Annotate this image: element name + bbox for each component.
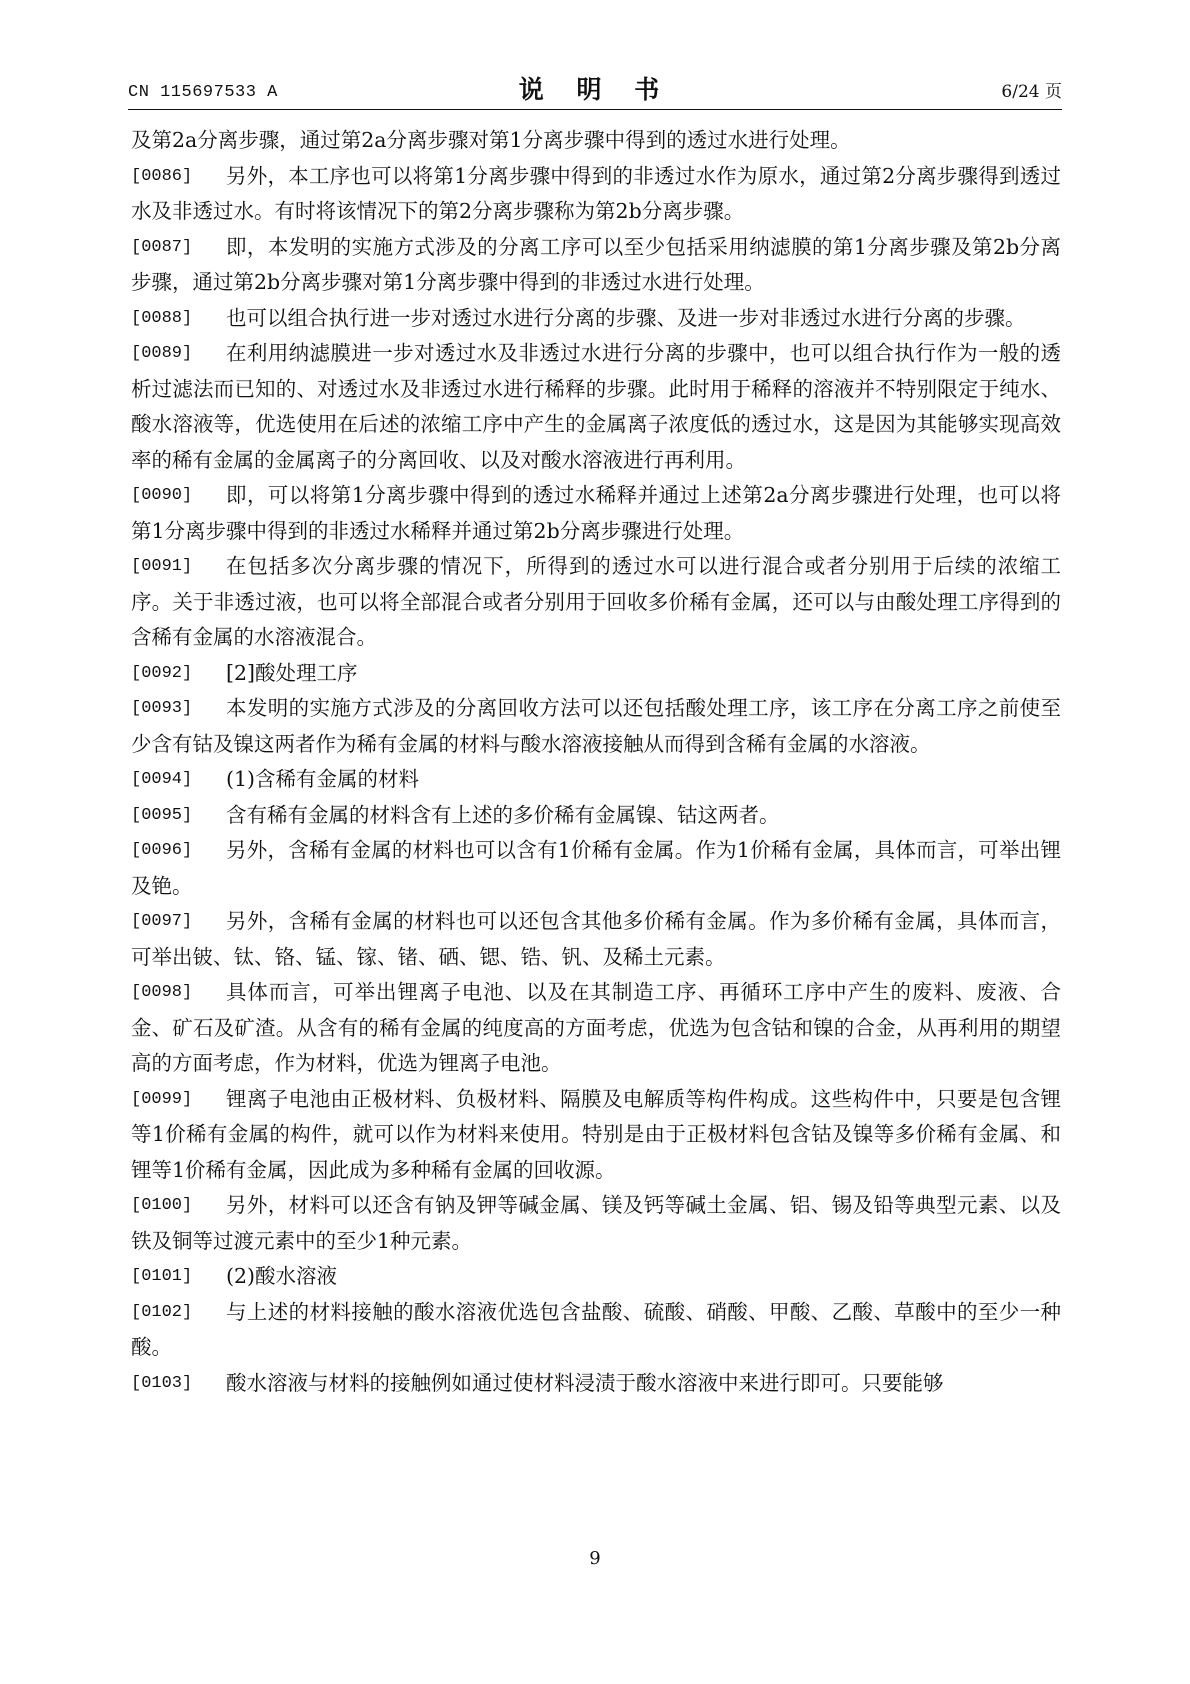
paragraph-number: [0088] [131,308,193,328]
paragraph-text: 锂离子电池由正极材料、负极材料、隔膜及电解质等构件构成。这些构件中，只要是包含锂等1价稀有金属的构件，就可以作为材料来使用。特别是由于正极材料包含钴及镍等多价稀有金属、和锂等1价稀有金属，因此成为多种稀有金属的回收源。 [131,1086,1061,1182]
page-info: 6/24 页 [1001,82,1062,102]
paragraph-number: [0092] [131,663,193,683]
paragraph-text: 在包括多次分离步骤的情况下，所得到的透过水可以进行混合或者分别用于后续的浓缩工序。关于非透过液，也可以将全部混合或者分别用于回收多价稀有金属，还可以与由酸处理工序得到的含稀有金属的水溶液混合。 [131,554,1061,649]
paragraph [131,798,1061,834]
paragraph [131,230,1061,301]
paragraph-number: [0091] [131,557,193,576]
paragraph [131,1366,1061,1402]
paragraph-number: [0097] [131,912,193,931]
paragraph-number: [0095] [131,805,193,825]
paragraph-text: 含有稀有金属的材料含有上述的多价稀有金属镍、钴这两者。 [226,802,780,827]
paragraph-text: 另外，含稀有金属的材料也可以还包含其他多价稀有金属。作为多价稀有金属，具体而言，可举出铍、钛、铬、锰、镓、锗、硒、锶、锆、钒、及稀土元素。 [131,909,1061,969]
paragraph-number: [0093] [131,699,193,718]
paragraph-text: 及第2a分离步骤，通过第2a分离步骤对第1分离步骤中得到的透过水进行处理。 [131,128,851,152]
paragraph [131,656,1061,692]
paragraph [131,975,1061,1082]
paragraph [131,1259,1061,1295]
paragraph [131,762,1061,798]
paragraph-number: [0098] [131,983,193,1002]
paragraph-text: 也可以组合执行进一步对透过水进行分离的步骤、及进一步对非透过水进行分离的步骤。 [226,305,1026,330]
paragraph-number: [0087] [131,237,193,257]
paragraph-number: [0090] [131,486,193,505]
paragraph-text: 另外，本工序也可以将第1分离步骤中得到的非透过水作为原水，通过第2分离步骤得到透过水及非透过水。有时将该情况下的第2分离步骤称为第2b分离步骤。 [131,163,1061,223]
paragraph-number: [0099] [131,1089,193,1109]
paragraph-text: 另外，材料可以还含有钠及钾等碱金属、镁及钙等碱土金属、铝、锡及铅等典型元素、以及铁及铜等过渡元素中的至少1种元素。 [131,1193,1061,1253]
paragraph-text: 即，可以将第1分离步骤中得到的透过水稀释并通过上述第2a分离步骤进行处理，也可以将第1分离步骤中得到的非透过水稀释并通过第2b分离步骤进行处理。 [131,483,1061,543]
paragraph [131,904,1061,975]
paragraph [131,123,1061,159]
paragraph-number: [0101] [131,1267,193,1286]
paragraph [131,691,1061,762]
paragraph-number: [0102] [131,1302,193,1322]
page-header [128,70,1062,106]
document-title: 说 明 书 [518,75,672,104]
section-heading: (2)酸水溶液 [226,1264,338,1288]
paragraph-number: [0086] [131,166,193,186]
paragraph [131,336,1061,478]
paragraph [131,1188,1061,1259]
paragraph-text: 具体而言，可举出锂离子电池、以及在其制造工序、再循环工序中产生的废料、废液、合金、矿石及矿渣。从含有的稀有金属的纯度高的方面考虑，优选为包含钴和镍的合金，从再利用的期望高的方面考虑，作为材料，优选为锂离子电池。 [131,980,1061,1075]
paragraph [131,159,1061,230]
paragraph-number: [0094] [131,770,193,789]
paragraph-number: [0096] [131,841,193,860]
paragraph-text: 即，本发明的实施方式涉及的分离工序可以至少包括采用纳滤膜的第1分离步骤及第2b分离步骤，通过第2b分离步骤对第1分离步骤中得到的非透过水进行处理。 [131,234,1061,294]
section-heading: (1)含稀有金属的材料 [226,767,420,791]
page-footer [0,1548,1190,1569]
paragraph-number: [0089] [131,344,193,363]
header-rule [128,109,1062,110]
paragraph-text: 另外，含稀有金属的材料也可以含有1价稀有金属。作为1价稀有金属，具体而言，可举出锂及铯。 [131,838,1061,898]
paragraph-number: [0100] [131,1196,193,1215]
paragraph-text: 本发明的实施方式涉及的分离回收方法可以还包括酸处理工序，该工序在分离工序之前使至少含有钴及镍这两者作为稀有金属的材料与酸水溶液接触从而得到含稀有金属的水溶液。 [131,696,1061,756]
section-heading: [2]酸处理工序 [226,660,358,685]
paragraph [131,301,1061,337]
paragraph [131,1082,1061,1189]
page-number: 9 [589,1548,601,1569]
paragraph [131,833,1061,904]
paragraph [131,478,1061,549]
document-body [131,123,1061,1401]
paragraph-number: [0103] [131,1373,193,1393]
paragraph-text: 在利用纳滤膜进一步对透过水及非透过水进行分离的步骤中，也可以组合执行作为一般的透析过滤法而已知的、对透过水及非透过水进行稀释的步骤。此时用于稀释的溶液并不特别限定于纯水、酸水溶液等，优选使用在后述的浓缩工序中产生的金属离子浓度低的透过水，这是因为其能够实现高效率的稀有金属的金属离子的分离回收、以及对酸水溶液进行再利用。 [131,341,1061,472]
publication-number: CN 115697533 A [128,83,278,102]
paragraph-text: 与上述的材料接触的酸水溶液优选包含盐酸、硫酸、硝酸、甲酸、乙酸、草酸中的至少一种酸。 [131,1299,1061,1359]
paragraph-text: 酸水溶液与材料的接触例如通过使材料浸渍于酸水溶液中来进行即可。只要能够 [226,1370,944,1395]
paragraph [131,549,1061,656]
paragraph [131,1295,1061,1366]
